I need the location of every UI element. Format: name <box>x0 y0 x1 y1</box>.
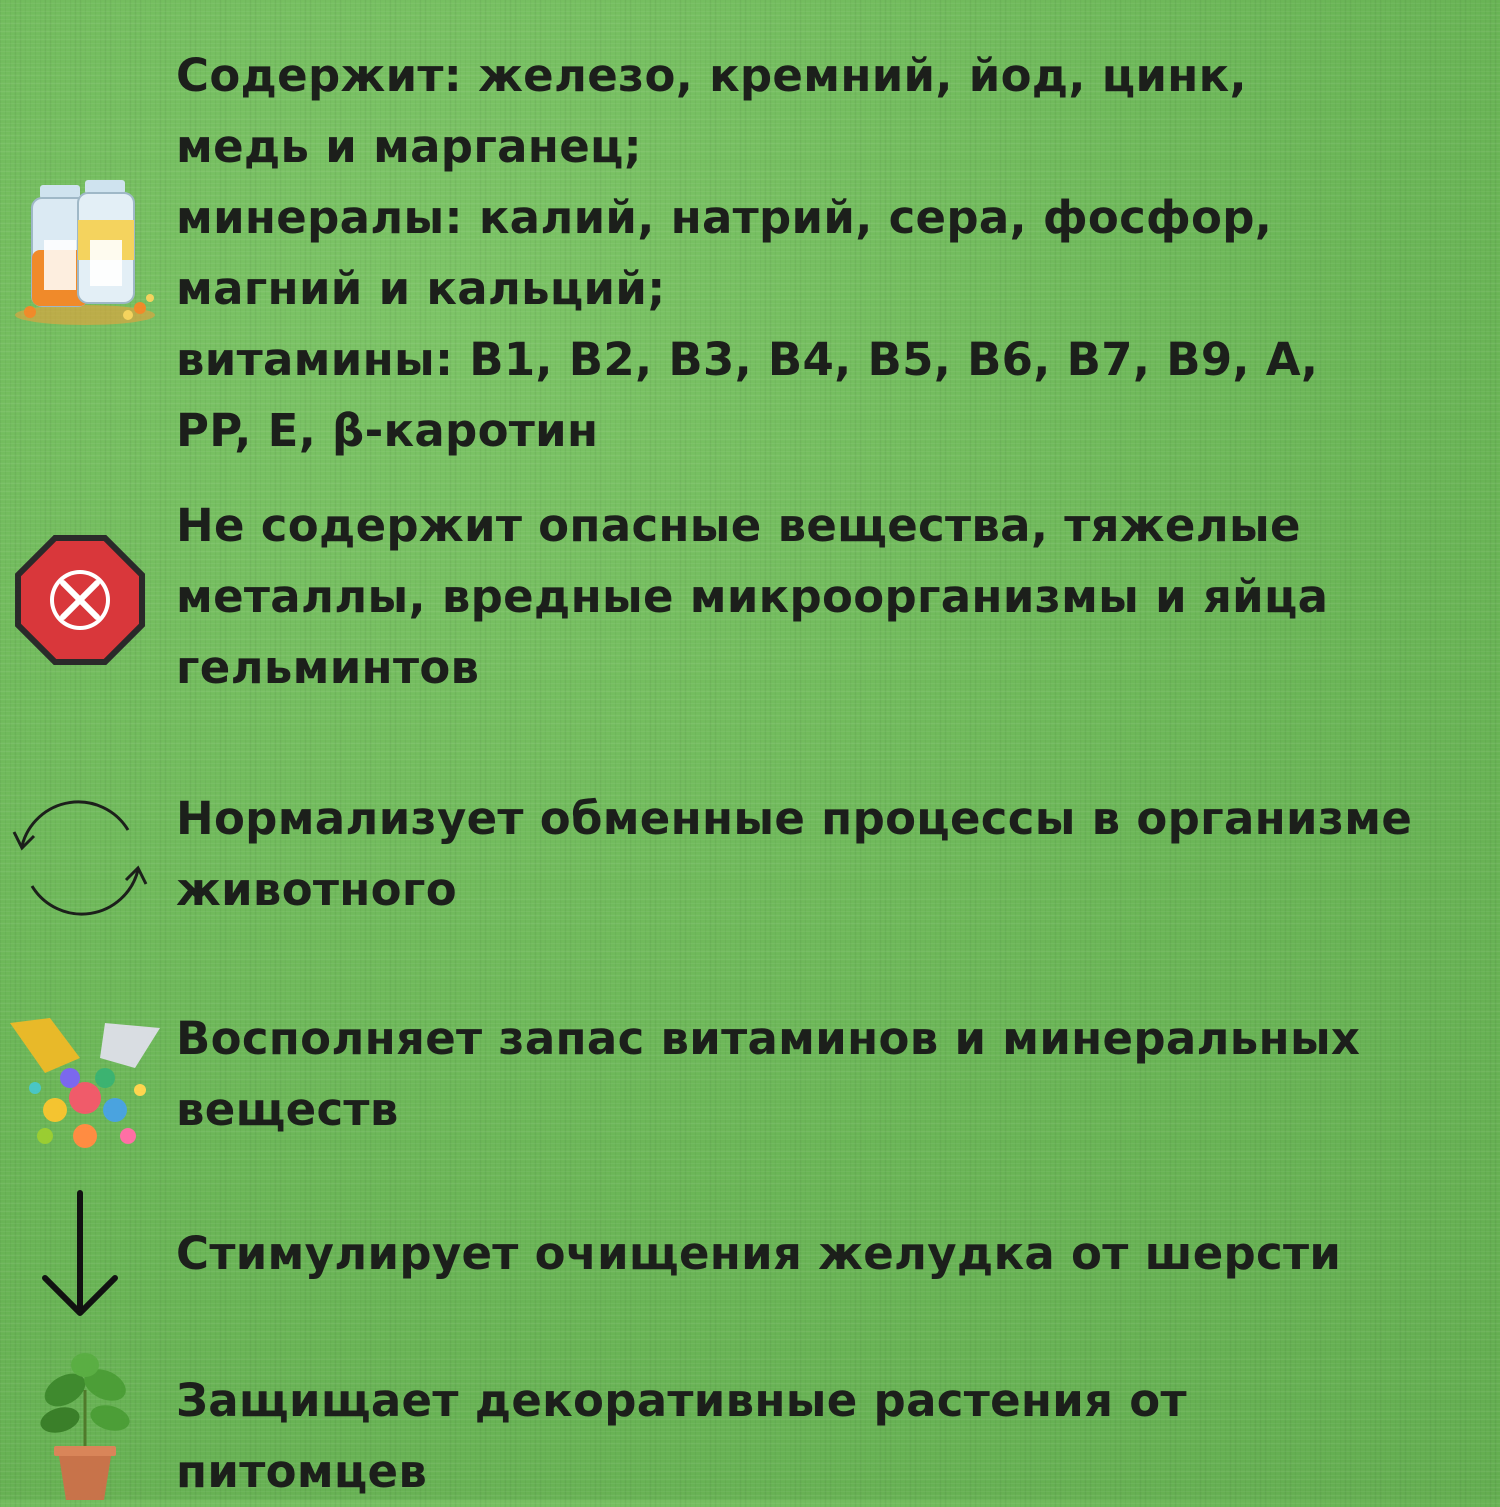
text-line: витамины: В1, В2, В3, В4, В5, В6, В7, В9, А, <box>176 333 1319 386</box>
text-line: веществ <box>176 1083 399 1136</box>
text-line: металлы, вредные микроорганизмы и яйца <box>176 570 1329 623</box>
potted-plant-icon <box>30 1350 140 1504</box>
vitamin-pills-icon <box>10 1018 160 1162</box>
text-line: минералы: калий, натрий, сера, фосфор, <box>176 191 1273 244</box>
supplement-bottles-icon <box>10 180 160 334</box>
down-arrow-icon <box>20 1188 140 1327</box>
stomach-text <box>176 1218 1500 1289</box>
text-line: питомцев <box>176 1445 428 1498</box>
text-line: Восполняет запас витаминов и минеральных <box>176 1012 1361 1065</box>
safety-text <box>176 490 1500 703</box>
text-line: Стимулирует очищения желудка от шерсти <box>176 1227 1342 1280</box>
plants-text <box>176 1365 1500 1507</box>
text-line: гельминтов <box>176 641 480 694</box>
metabolism-text <box>176 783 1500 925</box>
text-line: медь и марганец; <box>176 120 642 173</box>
vitamins-text <box>176 1003 1500 1145</box>
text-line: Не содержит опасные вещества, тяжелые <box>176 499 1301 552</box>
text-line: Содержит: железо, кремний, йод, цинк, <box>176 49 1247 102</box>
text-line: животного <box>176 863 457 916</box>
stop-cross-icon <box>10 530 150 674</box>
composition-text <box>176 40 1500 466</box>
text-line: Защищает декоративные растения от <box>176 1374 1187 1427</box>
text-line: магний и кальций; <box>176 262 666 315</box>
cycle-arrows-icon <box>10 788 150 932</box>
text-line: PP, E, β-каротин <box>176 404 599 457</box>
text-line: Нормализует обменные процессы в организме <box>176 792 1413 845</box>
